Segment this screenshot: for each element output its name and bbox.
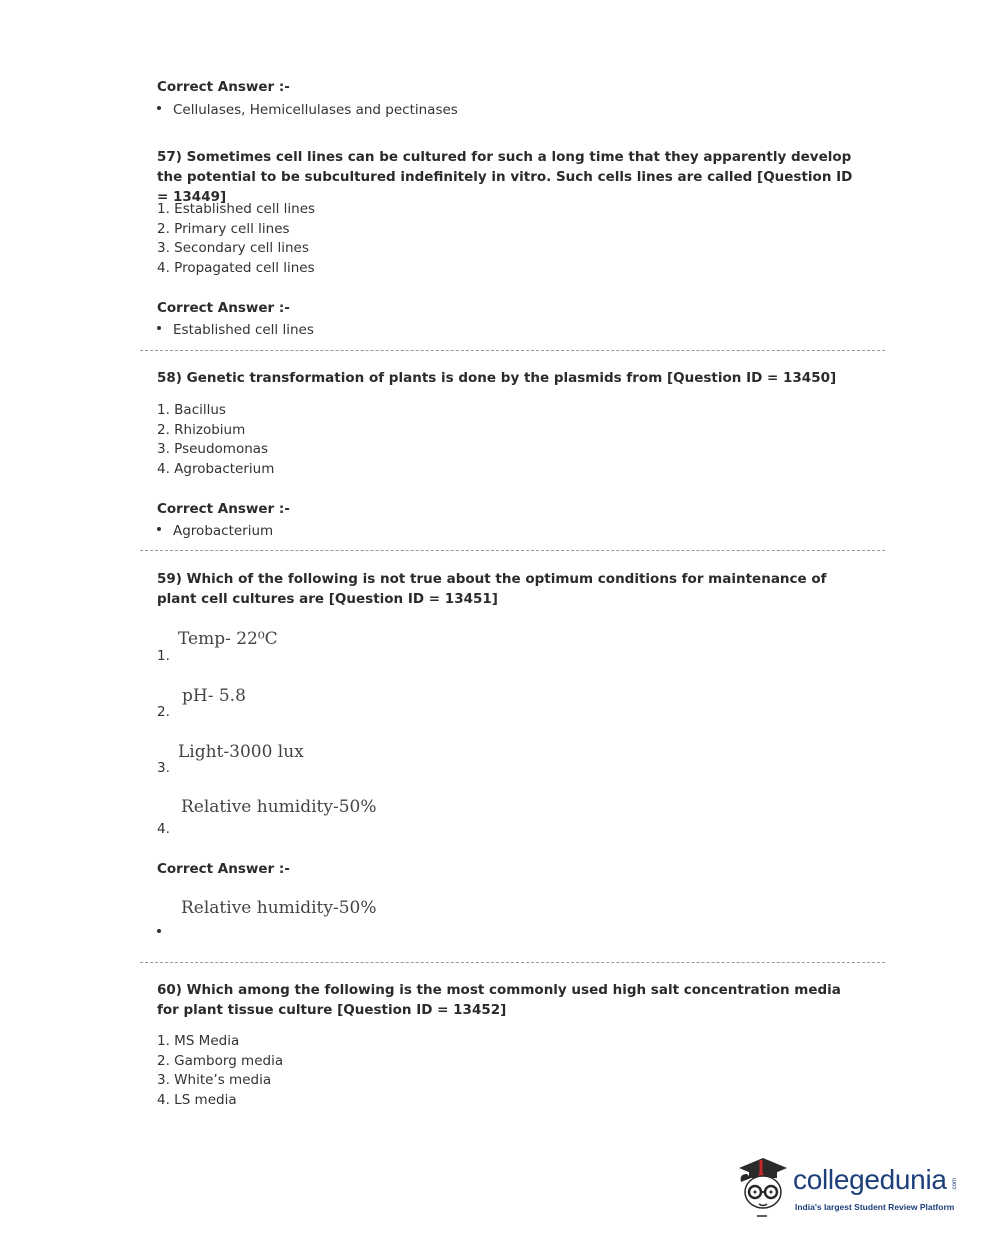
option: 4. LS media [157,1091,237,1108]
option-number: 3. [157,760,170,776]
question-57-options [157,200,315,278]
question-58-options [157,401,274,479]
logo-tagline: India's largest Student Review Platform [795,1202,955,1212]
option-image-text: Temp- 22⁰C [178,629,278,649]
logo-name: collegedunia [793,1164,947,1195]
correct-answer: Established cell lines [157,322,314,338]
option: 1. Established cell lines [157,201,316,217]
bullet-icon [157,106,161,110]
bullet-icon [157,326,161,330]
divider [140,550,885,551]
question-57-title: 57) Sometimes cell lines can be cultured for such a long time that they apparently develop the potential to be subcultured indefinitely in vitro. Such cells lines are called [Question ID = 13449] [157,149,853,205]
correct-answer-label: Correct Answer :- [157,861,290,877]
question-58-title: 58) Genetic transformation of plants is done by the plasmids from [Question ID = 13450] [157,370,837,386]
question-60-title: 60) Which among the following is the most commonly used high salt concentration media for plant tissue culture [Question ID = 13452] [157,982,841,1018]
option-image-text: Light-3000 lux [178,742,304,762]
question-60-options [157,1032,283,1110]
option: 2. Rhizobium [157,421,246,438]
correct-answer: Agrobacterium [157,523,273,539]
option: 3. Secondary cell lines [157,240,309,257]
option-number: 2. [157,704,170,720]
correct-answer: Cellulases, Hemicellulases and pectinases [157,102,458,118]
option: 2. Gamborg media [157,1052,284,1069]
logo-suffix: .com [952,1178,958,1192]
mascot-icon [733,1152,793,1220]
question-59-title: 59) Which of the following is not true about the optimum conditions for maintenance of plant cell cultures are [Question ID = 13451] [157,571,827,607]
option: 4. Propagated cell lines [157,259,315,276]
option: 2. Primary cell lines [157,220,290,237]
option-number: 4. [157,821,170,837]
collegedunia-logo [733,1150,963,1220]
option: 4. Agrobacterium [157,460,275,477]
option: 1. MS Media [157,1033,240,1049]
correct-answer-label: Correct Answer :- [157,300,290,316]
option: 3. White’s media [157,1072,272,1089]
option-image-text: pH- 5.8 [182,686,246,706]
option-image-text: Relative humidity-50% [181,797,377,817]
option-number: 1. [157,648,170,664]
correct-answer: Relative humidity-50% [181,898,377,918]
option: 1. Bacillus [157,402,226,418]
bullet-icon [157,929,161,933]
correct-answer-label: Correct Answer :- [157,79,290,95]
option: 3. Pseudomonas [157,441,269,458]
correct-answer-label: Correct Answer :- [157,501,290,517]
divider [140,962,885,963]
divider [140,350,885,351]
bullet-icon [157,527,161,531]
